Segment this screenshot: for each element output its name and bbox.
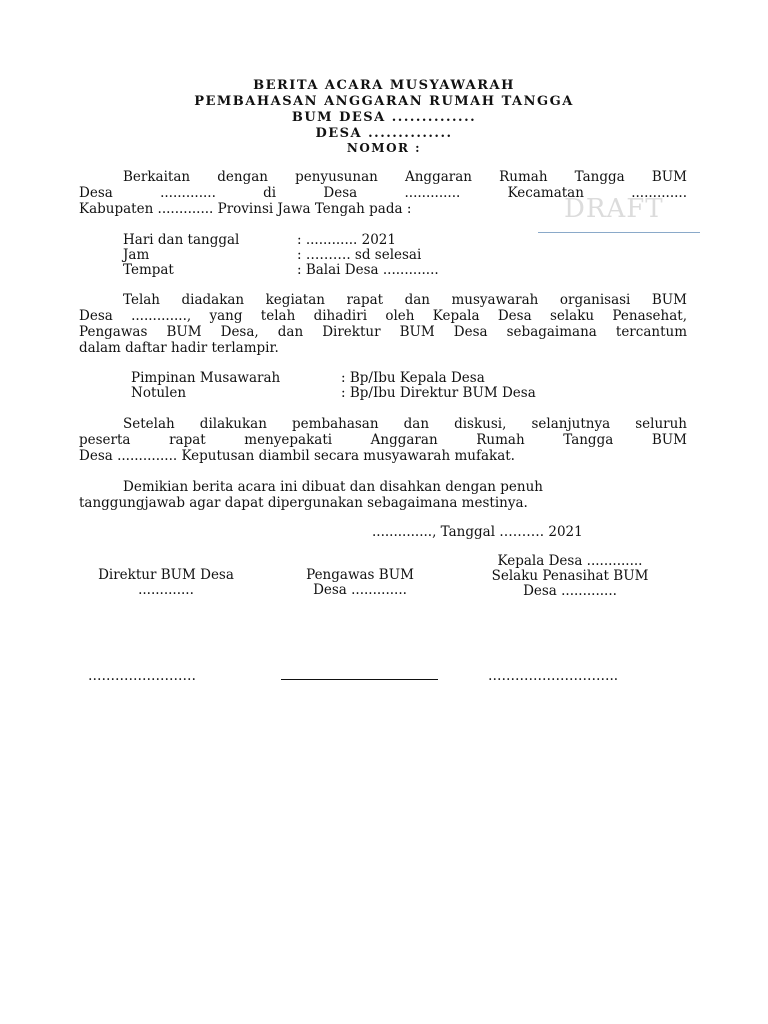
- signatory-pengawas: [282, 568, 438, 598]
- signatory-kepala-desa: Desa .............: [523, 583, 617, 599]
- detail-label-hari: Hari dan tanggal: [123, 232, 240, 248]
- paragraph2-line-2: Desa ............., yang telah dihadiri oleh Kepala Desa selaku Penasehat,: [79, 308, 687, 324]
- role-label-notulen: Notulen: [131, 385, 187, 401]
- paragraph2-line-1: Telah diadakan kegiatan rapat dan musyawarah organisasi BUM: [123, 292, 687, 308]
- role-value-notulen: : Bp/Ibu Direktur BUM Desa: [341, 385, 536, 401]
- intro-line-2: Desa ............. di Desa ............. Kecamatan .............: [79, 185, 687, 201]
- role-value-pimpinan: : Bp/Ibu Kepala Desa: [341, 370, 485, 386]
- draft-watermark: DRAFT: [564, 194, 664, 224]
- intro-line-1: Berkaitan dengan penyusunan Anggaran Rumah Tangga BUM: [123, 169, 687, 185]
- signature-line-pengawas: [281, 679, 438, 680]
- detail-value-hari: : ............ 2021: [297, 232, 396, 248]
- signatory-kepala-role: Selaku Penasihat BUM: [491, 568, 649, 584]
- paragraph4-line-2: tanggungjawab agar dapat dipergunakan sebagaimana mestinya.: [79, 495, 528, 511]
- document-title: BERITA ACARA MUSYAWARAH: [253, 78, 515, 93]
- signature-dots-kepala: ………………………..: [488, 668, 619, 684]
- signatory-direktur: [85, 568, 247, 598]
- signatory-pengawas-title: Pengawas BUM: [306, 567, 414, 583]
- paragraph3-line-1: Setelah dilakukan pembahasan dan diskusi, selanjutnya seluruh: [123, 416, 687, 432]
- paragraph3-line-2: peserta rapat menyepakati Anggaran Rumah Tangga BUM: [79, 432, 687, 448]
- detail-label-tempat: Tempat: [123, 262, 174, 278]
- role-label-pimpinan: Pimpinan Musawarah: [131, 370, 281, 386]
- document-subtitle: PEMBAHASAN ANGGARAN RUMAH TANGGA: [194, 94, 574, 109]
- paragraph3-line-3: Desa .............. Keputusan diambil secara musyawarah mufakat.: [79, 448, 515, 464]
- signatory-direktur-title: Direktur BUM Desa: [98, 567, 234, 583]
- date-line: .............., Tanggal ………. 2021: [372, 524, 583, 540]
- bum-desa-heading: BUM DESA ..............: [291, 110, 477, 125]
- signatory-direktur-desa: .............: [138, 582, 194, 598]
- paragraph2-line-4: dalam daftar hadir terlampir.: [79, 340, 279, 356]
- detail-label-jam: Jam: [123, 247, 150, 263]
- detail-value-jam: : ………. sd selesai: [297, 247, 422, 263]
- intro-line-3: Kabupaten ............. Provinsi Jawa Tengah pada :: [79, 201, 412, 217]
- signatory-kepala-title: Kepala Desa .............: [497, 553, 643, 569]
- detail-value-tempat: : Balai Desa .............: [297, 262, 439, 278]
- signature-dots-direktur: ……………………: [88, 668, 196, 684]
- desa-heading: DESA ..............: [315, 126, 453, 141]
- draft-underline: [538, 232, 700, 233]
- signatory-pengawas-desa: Desa .............: [313, 582, 407, 598]
- nomor-heading: NOMOR :: [346, 141, 422, 155]
- paragraph4-line-1: Demikian berita acara ini dibuat dan disahkan dengan penuh: [123, 479, 544, 495]
- paragraph2-line-3: Pengawas BUM Desa, dan Direktur BUM Desa sebagaimana tercantum: [79, 324, 687, 340]
- signatory-kepala: [478, 554, 662, 599]
